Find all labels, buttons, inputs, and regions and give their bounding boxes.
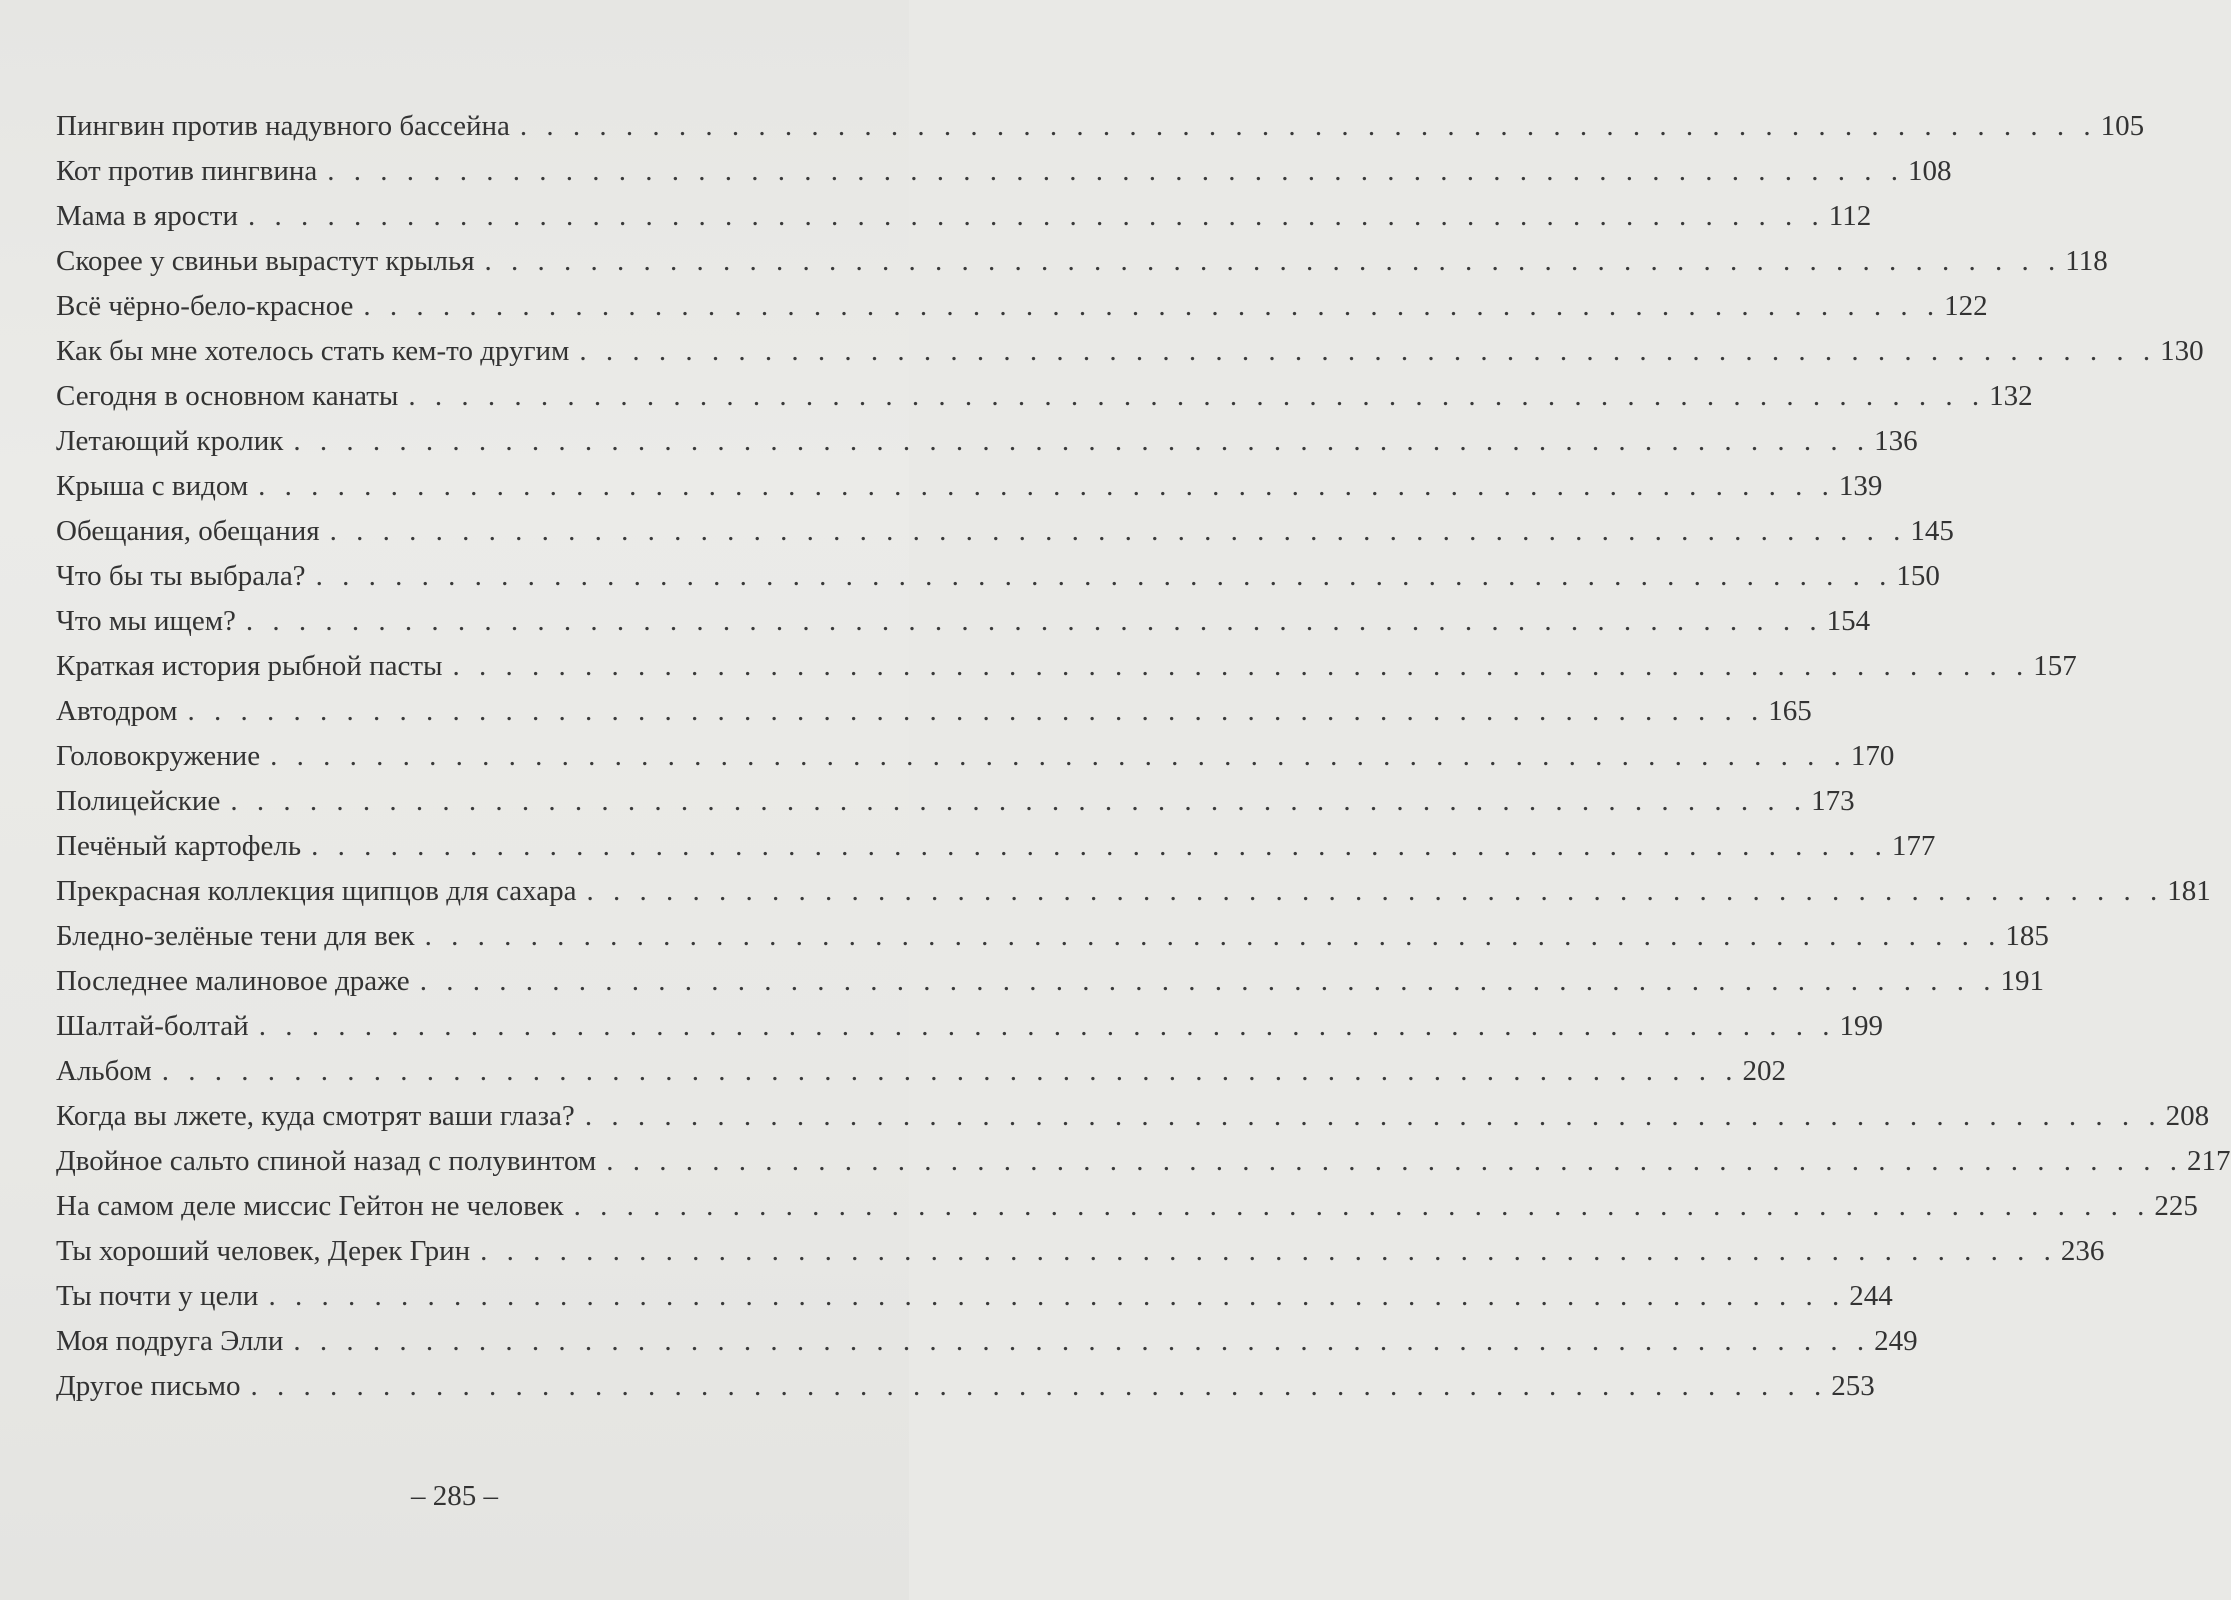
dot-leader: . . . . . . . . . . . . . . . . . . . . . . . . . . . . . . . . . . . . . . . . . . . . . . . . . . . . . . . . . . . .	[315, 560, 1893, 592]
toc-entry-title: Кот против пингвина	[56, 155, 318, 187]
dot-leader: . . . . . . . . . . . . . . . . . . . . . . . . . . . . . . . . . . . . . . . . . . . . . . . . . . . . . . . . . . . .	[258, 1010, 1836, 1042]
toc-entry-page-number: 236	[2060, 1235, 2105, 1267]
toc-entry-title: Прекрасная коллекция щипцов для сахара	[56, 875, 577, 907]
toc-entry-page-number: 154	[1826, 605, 1871, 637]
toc-entry	[56, 1364, 1875, 1409]
toc-entry	[56, 1139, 2231, 1184]
dot-leader: . . . . . . . . . . . . . . . . . . . . . . . . . . . . . . . . . . . . . . . . . . . . . . . . . . . . . . . . . . . .	[327, 155, 1905, 187]
toc-entry	[56, 914, 2049, 959]
toc-entry	[56, 1049, 1786, 1094]
toc-entry-page-number: 244	[1849, 1280, 1893, 1312]
dot-leader: . . . . . . . . . . . . . . . . . . . . . . . . . . . . . . . . . . . . . . . . . . . . . . . . . . . . . . . . . . . .	[258, 470, 1835, 502]
toc-entry	[56, 284, 1988, 329]
toc-entry-page-number: 165	[1768, 695, 1812, 727]
toc-entry-page-number: 225	[2154, 1190, 2198, 1222]
dot-leader: . . . . . . . . . . . . . . . . . . . . . . . . . . . . . . . . . . . . . . . . . . . . . . . . . . . . . . . . . . . .	[424, 920, 2002, 952]
dot-leader: . . . . . . . . . . . . . . . . . . . . . . . . . . . . . . . . . . . . . . . . . . . . . . . . . . . . . . . . . . . .	[293, 1325, 1871, 1357]
toc-entry-page-number: 191	[2000, 965, 2044, 997]
dot-leader: . . . . . . . . . . . . . . . . . . . . . . . . . . . . . . . . . . . . . . . . . . . . . . . . . . . . . . . . . . . .	[519, 110, 2097, 142]
toc-entry-page-number: 150	[1896, 560, 1940, 592]
toc-entry-title: Летающий кролик	[56, 425, 284, 457]
toc-entry-title: Всё чёрно-бело-красное	[56, 290, 354, 322]
toc-entry-title: Шалтай-болтай	[56, 1010, 249, 1042]
toc-entry-page-number: 208	[2165, 1100, 2210, 1132]
toc-entry-page-number: 136	[1874, 425, 1918, 457]
toc-entry-page-number: 181	[2167, 875, 2211, 907]
toc-entry-page-number: 202	[1742, 1055, 1786, 1087]
dot-leader: . . . . . . . . . . . . . . . . . . . . . . . . . . . . . . . . . . . . . . . . . . . . . . . . . . . . . . . . . . . .	[329, 515, 1907, 547]
toc-entry	[56, 329, 2204, 374]
toc-entry	[56, 599, 1871, 644]
toc-entry-title: Что бы ты выбрала?	[56, 560, 306, 592]
toc-entry-title: Что мы ищем?	[56, 605, 236, 637]
toc-entry-title: Другое письмо	[56, 1370, 241, 1402]
toc-entry	[56, 419, 1918, 464]
toc-entry	[56, 149, 1952, 194]
toc-entry-title: Обещания, обещания	[56, 515, 320, 547]
toc-entry-title: Ты хороший человек, Дерек Грин	[56, 1235, 471, 1267]
dot-leader: . . . . . . . . . . . . . . . . . . . . . . . . . . . . . . . . . . . . . . . . . . . . . . . . . . . . . . . . . . . .	[419, 965, 1997, 997]
toc-entry	[56, 824, 1936, 869]
toc-entry	[56, 554, 1940, 599]
toc-entry	[56, 1319, 1918, 1364]
dot-leader: . . . . . . . . . . . . . . . . . . . . . . . . . . . . . . . . . . . . . . . . . . . . . . . . . . . . . . . . . . . .	[584, 1100, 2162, 1132]
toc-entry-page-number: 145	[1910, 515, 1954, 547]
toc-entry-title: Когда вы лжете, куда смотрят ваши глаза?	[56, 1100, 575, 1132]
dot-leader: . . . . . . . . . . . . . . . . . . . . . . . . . . . . . . . . . . . . . . . . . . . . . . . . . . . . . . . . . . . .	[606, 1145, 2184, 1177]
toc-entry	[56, 1004, 1883, 1049]
toc-entry-page-number: 170	[1850, 740, 1895, 772]
toc-entry-page-number: 139	[1838, 470, 1883, 502]
toc-entry-title: Крыша с видом	[56, 470, 249, 502]
toc-entry	[56, 1094, 2210, 1139]
dot-leader: . . . . . . . . . . . . . . . . . . . . . . . . . . . . . . . . . . . . . . . . . . . . . . . . . . . . . . . . . . . .	[452, 650, 2030, 682]
dot-leader: . . . . . . . . . . . . . . . . . . . . . . . . . . . . . . . . . . . . . . . . . . . . . . . . . . . . . . . . . . . .	[245, 605, 1823, 637]
toc-entry-page-number: 112	[1828, 200, 1872, 232]
toc-entry-title: Головокружение	[56, 740, 261, 772]
dot-leader: . . . . . . . . . . . . . . . . . . . . . . . . . . . . . . . . . . . . . . . . . . . . . . . . . . . . . . . . . . . .	[230, 785, 1808, 817]
dot-leader: . . . . . . . . . . . . . . . . . . . . . . . . . . . . . . . . . . . . . . . . . . . . . . . . . . . . . . . . . . . .	[408, 380, 1986, 412]
toc-entry-page-number: 249	[1874, 1325, 1918, 1357]
toc-entry-title: Скорее у свиньи вырастут крылья	[56, 245, 475, 277]
toc-entry	[56, 1229, 2105, 1274]
toc-entry-page-number: 130	[2160, 335, 2204, 367]
toc-entry-title: Пингвин против надувного бассейна	[56, 110, 510, 142]
toc-entry-page-number: 185	[2005, 920, 2049, 952]
toc-entry-title: Печёный картофель	[56, 830, 302, 862]
dot-leader: . . . . . . . . . . . . . . . . . . . . . . . . . . . . . . . . . . . . . . . . . . . . . . . . . . . . . . . . . . . .	[579, 335, 2157, 367]
dot-leader: . . . . . . . . . . . . . . . . . . . . . . . . . . . . . . . . . . . . . . . . . . . . . . . . . . . . . . . . . . . .	[484, 245, 2062, 277]
dot-leader: . . . . . . . . . . . . . . . . . . . . . . . . . . . . . . . . . . . . . . . . . . . . . . . . . . . . . . . . . . . .	[187, 695, 1765, 727]
toc-entry	[56, 464, 1883, 509]
dot-leader: . . . . . . . . . . . . . . . . . . . . . . . . . . . . . . . . . . . . . . . . . . . . . . . . . . . . . . . . . . . .	[250, 1370, 1828, 1402]
toc-entry	[56, 509, 1954, 554]
toc-entry-title: Ты почти у цели	[56, 1280, 259, 1312]
toc-entry-title: Последнее малиновое драже	[56, 965, 410, 997]
dot-leader: . . . . . . . . . . . . . . . . . . . . . . . . . . . . . . . . . . . . . . . . . . . . . . . . . . . . . . . . . . . .	[573, 1190, 2151, 1222]
toc-entry	[56, 104, 2145, 149]
toc-entry	[56, 644, 2077, 689]
toc-entry-page-number: 122	[1944, 290, 1988, 322]
table-of-contents	[56, 104, 2231, 1409]
dot-leader: . . . . . . . . . . . . . . . . . . . . . . . . . . . . . . . . . . . . . . . . . . . . . . . . . . . . . . . . . . . .	[270, 740, 1847, 772]
toc-entry-page-number: 253	[1831, 1370, 1875, 1402]
page-number: – 285 –	[411, 1480, 498, 1512]
toc-entry-page-number: 173	[1811, 785, 1855, 817]
dot-leader: . . . . . . . . . . . . . . . . . . . . . . . . . . . . . . . . . . . . . . . . . . . . . . . . . . . . . . . . . . . .	[311, 830, 1888, 862]
toc-entry-title: Моя подруга Элли	[56, 1325, 284, 1357]
dot-leader: . . . . . . . . . . . . . . . . . . . . . . . . . . . . . . . . . . . . . . . . . . . . . . . . . . . . . . . . . . . .	[363, 290, 1941, 322]
toc-entry-title: Двойное сальто спиной назад с полувинтом	[56, 1145, 597, 1177]
toc-entry-title: Сегодня в основном канаты	[56, 380, 399, 412]
dot-leader: . . . . . . . . . . . . . . . . . . . . . . . . . . . . . . . . . . . . . . . . . . . . . . . . . . . . . . . . . . . .	[248, 200, 1825, 232]
toc-entry-page-number: 108	[1908, 155, 1952, 187]
toc-entry	[56, 1184, 2198, 1229]
toc-entry-page-number: 177	[1891, 830, 1936, 862]
toc-entry	[56, 779, 1855, 824]
toc-entry-page-number: 199	[1839, 1010, 1883, 1042]
dot-leader: . . . . . . . . . . . . . . . . . . . . . . . . . . . . . . . . . . . . . . . . . . . . . . . . . . . . . . . . . . . .	[268, 1280, 1846, 1312]
toc-entry-title: Автодром	[56, 695, 178, 727]
dot-leader: . . . . . . . . . . . . . . . . . . . . . . . . . . . . . . . . . . . . . . . . . . . . . . . . . . . . . . . . . . . .	[161, 1055, 1739, 1087]
toc-entry-title: Как бы мне хотелось стать кем-то другим	[56, 335, 570, 367]
dot-leader: . . . . . . . . . . . . . . . . . . . . . . . . . . . . . . . . . . . . . . . . . . . . . . . . . . . . . . . . . . . .	[480, 1235, 2057, 1267]
toc-entry-title: На самом деле миссис Гейтон не человек	[56, 1190, 564, 1222]
dot-leader: . . . . . . . . . . . . . . . . . . . . . . . . . . . . . . . . . . . . . . . . . . . . . . . . . . . . . . . . . . . .	[586, 875, 2164, 907]
toc-entry	[56, 194, 1872, 239]
toc-entry	[56, 239, 2108, 284]
toc-entry	[56, 1274, 1893, 1319]
toc-entry-title: Альбом	[56, 1055, 152, 1087]
toc-entry-title: Мама в ярости	[56, 200, 239, 232]
toc-entry	[56, 374, 2033, 419]
toc-entry-title: Краткая история рыбной пасты	[56, 650, 443, 682]
toc-entry-page-number: 217	[2187, 1145, 2231, 1177]
toc-entry	[56, 959, 2044, 1004]
toc-entry-page-number: 118	[2065, 245, 2108, 277]
toc-entry-title: Бледно-зелёные тени для век	[56, 920, 415, 952]
toc-entry-page-number: 157	[2033, 650, 2077, 682]
dot-leader: . . . . . . . . . . . . . . . . . . . . . . . . . . . . . . . . . . . . . . . . . . . . . . . . . . . . . . . . . . . .	[293, 425, 1871, 457]
toc-entry	[56, 689, 1812, 734]
toc-entry	[56, 869, 2211, 914]
toc-entry-page-number: 132	[1989, 380, 2033, 412]
toc-entry-title: Полицейские	[56, 785, 221, 817]
toc-entry-page-number: 105	[2100, 110, 2145, 142]
toc-entry	[56, 734, 1895, 779]
